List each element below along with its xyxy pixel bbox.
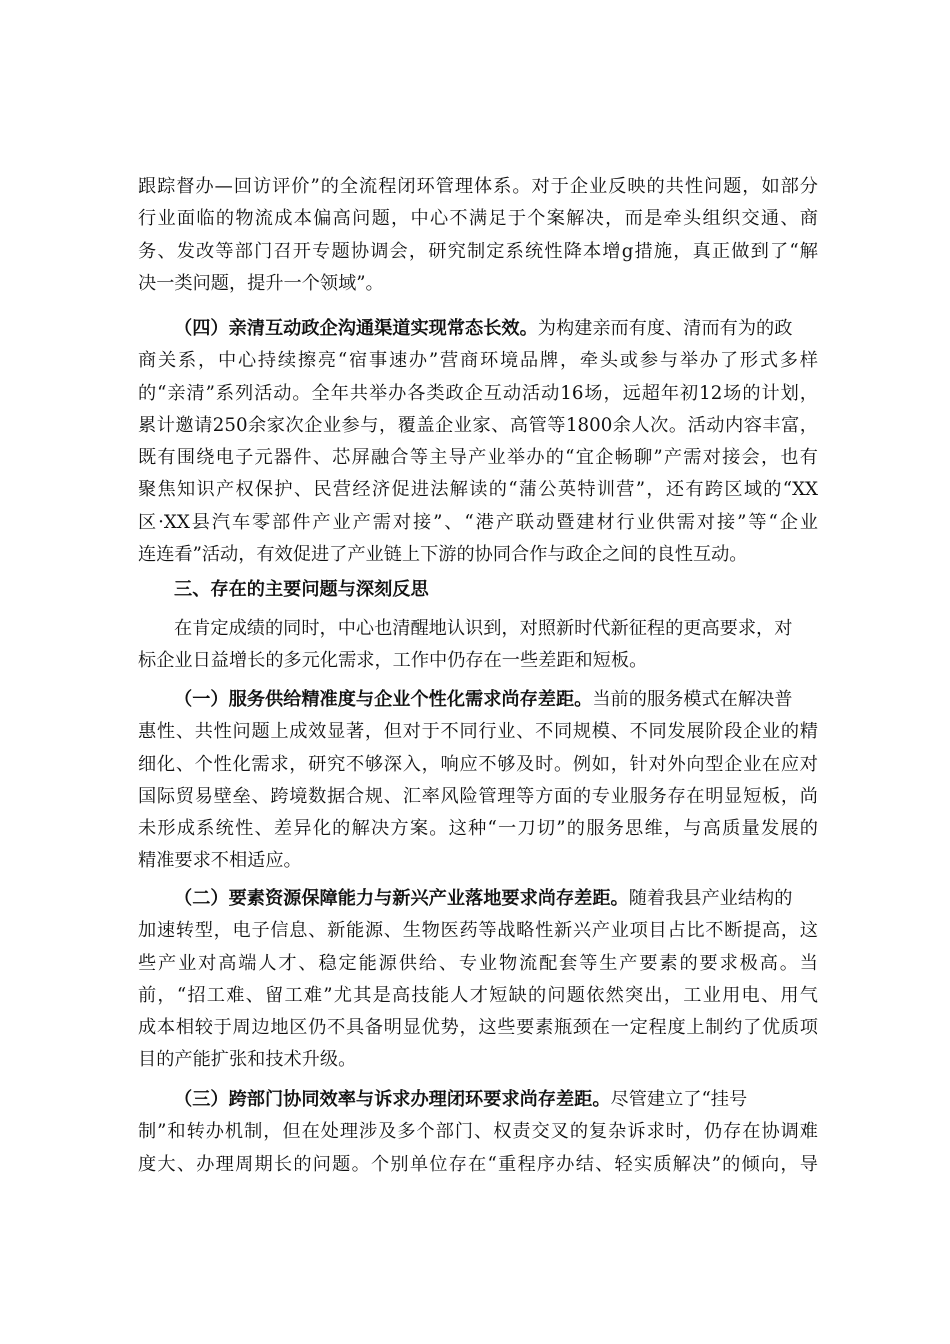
text-line: 惠性、共性问题上成效显著，但对于不同行业、不同规模、不同发展阶段企业的精 [138, 721, 818, 743]
paragraph-section-4 [138, 313, 818, 571]
text-line: 细化、个性化需求，研究不够深入，响应不够及时。例如，针对外向型企业在应对 [138, 753, 818, 775]
paragraph-text: 尽管建立了“挂号 [610, 1089, 748, 1110]
text-line: 累计邀请250余家次企业参与，覆盖企业家、高管等1800余人次。活动内容丰富， [138, 414, 818, 436]
text-line: 既有围绕电子元器件、芯屏融合等主导产业举办的“宜企畅聊”产需对接会，也有 [138, 447, 818, 469]
text-line: 精准要求不相适应。 [138, 850, 302, 872]
text-line: 商关系，中心持续擦亮“宿事速办”营商环境品牌，牵头或参与举办了形式多样 [138, 350, 818, 372]
text-line: 未形成系统性、差异化的解决方案。这种“一刀切”的服务思维，与高质量发展的 [138, 818, 818, 840]
text-line: 度大、办理周期长的问题。个别单位存在“重程序办结、轻实质解决”的倾向，导 [138, 1153, 818, 1175]
text-line-first [138, 1084, 818, 1116]
text-line-first [138, 684, 818, 716]
text-line: 前，“招工难、留工难”尤其是高技能人才短缺的问题依然突出，工业用电、用气 [138, 984, 818, 1006]
section-title: 三、存在的主要问题与深刻反思 [174, 579, 429, 600]
text-line: 目的产能扩张和技术升级。 [138, 1049, 357, 1071]
text-line: 制”和转办机制，但在处理涉及多个部门、权责交叉的复杂诉求时，仍存在协调难 [138, 1121, 818, 1143]
text-line: 些产业对高端人才、稳定能源供给、专业物流配套等生产要素的要求极高。当 [138, 952, 818, 974]
paragraph-heading: （二）要素资源保障能力与新兴产业落地要求尚存差距。 [174, 888, 629, 909]
text-line: 国际贸易壁垒、跨境数据合规、汇率风险管理等方面的专业服务存在明显短板，尚 [138, 785, 818, 807]
section-title-block [138, 574, 818, 606]
text-line: 连连看”活动，有效促进了产业链上下游的协同合作与政企之间的良性互动。 [138, 544, 748, 566]
paragraph-issue-2 [138, 883, 818, 1077]
text-line-first [138, 313, 818, 345]
paragraph-heading: （四）亲清互动政企沟通渠道实现常态长效。 [174, 318, 538, 339]
text-line: 行业面临的物流成本偏高问题，中心不满足于个案解决，而是牵头组织交通、商 [138, 208, 818, 230]
text-line: 跟踪督办—回访评价”的全流程闭环管理体系。对于企业反映的共性问题，如部分 [138, 176, 818, 197]
paragraph-continuation [138, 171, 818, 300]
text-line-first [138, 883, 818, 915]
paragraph-issue-3 [138, 1084, 818, 1181]
text-line: 务、发改等部门召开专题协调会，研究制定系统性降本增g措施，真正做到了“解 [138, 240, 818, 262]
paragraph-heading: （一）服务供给精准度与企业个性化需求尚存差距。 [174, 689, 593, 710]
text-line: 的“亲清”系列活动。全年共举办各类政企互动活动16场，远超年初12场的计划， [138, 382, 818, 404]
text-line: 加速转型，电子信息、新能源、生物医药等战略性新兴产业项目占比不断提高，这 [138, 920, 818, 942]
paragraph-text: 为构建亲而有度、清而有为的政 [537, 318, 793, 339]
text-line: 标企业日益增长的多元化需求，工作中仍存在一些差距和短板。 [138, 650, 648, 672]
text-line: 成本相较于周边地区仍不具备明显优势，这些要素瓶颈在一定程度上制约了优质项 [138, 1017, 818, 1039]
paragraph-intro [138, 613, 818, 678]
paragraph-issue-1 [138, 684, 818, 878]
paragraph-text: 当前的服务模式在解决普 [592, 689, 793, 710]
paragraph-heading: （三）跨部门协同效率与诉求办理闭环要求尚存差距。 [174, 1089, 611, 1110]
text-line: 区·XX县汽车零部件产业产需对接”、“港产联动暨建材行业供需对接”等“企业 [138, 511, 818, 533]
text-line: 决一类问题，提升一个领域”。 [138, 272, 384, 294]
paragraph-text: 随着我县产业结构的 [628, 888, 793, 909]
text-line: 聚焦知识产权保护、民营经济促进法解读的“蒲公英特训营”，还有跨区域的“XX [138, 479, 818, 501]
text-line-first: 在肯定成绩的同时，中心也清醒地认识到，对照新时代新征程的更高要求，对 [174, 618, 793, 639]
